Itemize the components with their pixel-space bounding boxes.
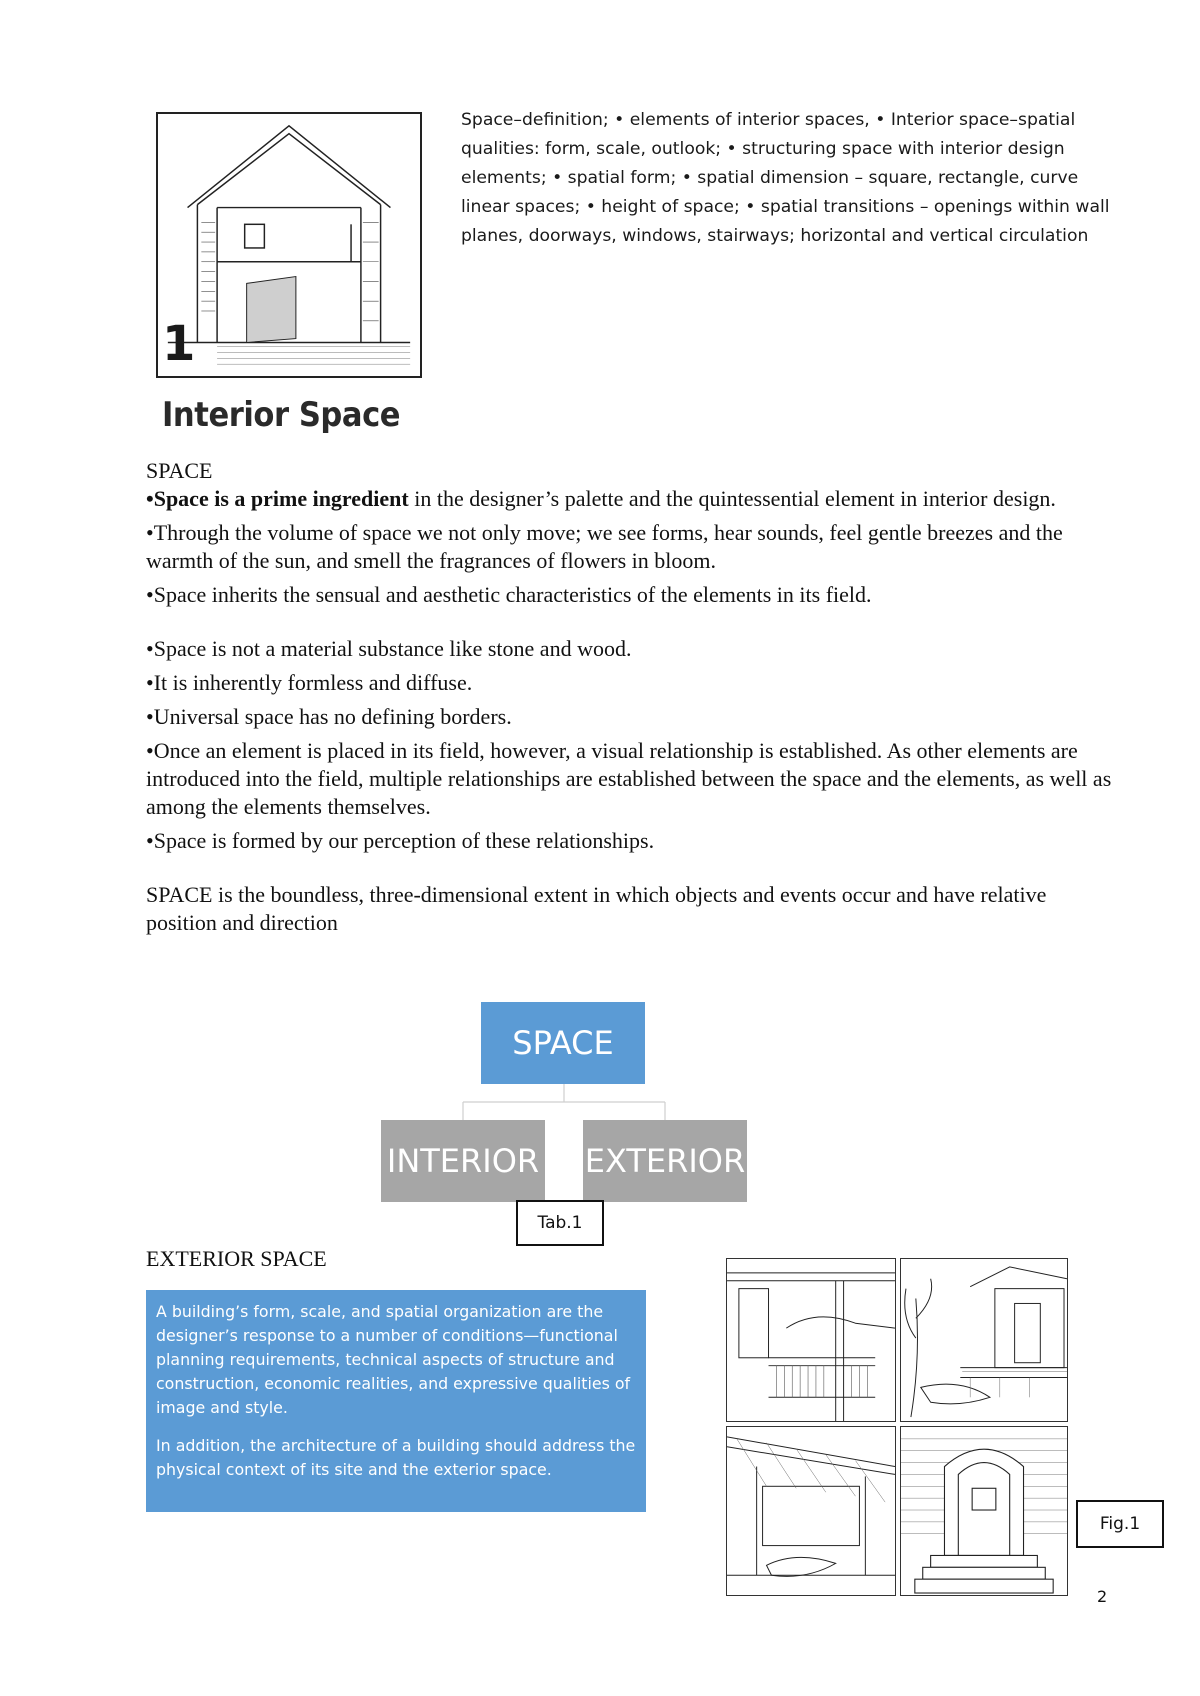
space-bullet-7: •Once an element is placed in its field, however, a visual relationship is established. As other elements are introduced into the field, multiple relationships are established between the space and the elements, as well as among the elements themselves. <box>146 738 1112 819</box>
figure-caption-box: Fig.1 <box>1076 1500 1164 1548</box>
space-bullet-1-bold: •Space is a prime ingredient <box>146 486 409 511</box>
diagram-interior-box: INTERIOR <box>381 1120 545 1202</box>
house-section-drawing <box>158 114 420 376</box>
figure-caption: Interior Space <box>162 395 401 435</box>
space-bullet-1 <box>146 485 1121 513</box>
space-bullet-6: •Universal space has no defining borders. <box>146 704 512 729</box>
exterior-text-box <box>146 1290 646 1512</box>
porch-railing-drawing <box>727 1259 895 1421</box>
house-entry-drawing <box>901 1259 1067 1421</box>
space-heading: SPACE <box>146 458 213 483</box>
covered-patio-drawing <box>727 1427 895 1595</box>
diagram-space-box: SPACE <box>481 1002 645 1084</box>
space-bullet-5: •It is inherently formless and diffuse. <box>146 670 473 695</box>
page-number: 2 <box>1097 1587 1108 1606</box>
diagram-exterior-box: EXTERIOR <box>583 1120 747 1202</box>
diagram-connectors <box>381 1084 747 1120</box>
arched-door-drawing <box>901 1427 1067 1595</box>
figure-number: 1 <box>162 316 196 372</box>
porch-sketch-4 <box>900 1426 1068 1596</box>
porch-sketch-1 <box>726 1258 896 1422</box>
space-bullet-4: •Space is not a material substance like stone and wood. <box>146 636 632 661</box>
interior-space-illustration <box>156 112 422 378</box>
space-bullet-1-rest: in the designer’s palette and the quintessential element in interior design. <box>408 486 1056 511</box>
space-bullet-2: •Through the volume of space we not only move; we see forms, hear sounds, feel gentle breezes and the warmth of the sun, and smell the fragrances of flowers in bloom. <box>146 520 1063 573</box>
porch-sketch-3 <box>726 1426 896 1596</box>
intro-topics-text: Space–definition; • elements of interior spaces, • Interior space–spatial qualities: form, scale, outlook; • structuring space with interior design elements; • spatial form; • spatial dimension – square, rectangle, curve linear spaces; • height of space; • spatial transitions – openings within wall planes, doorways, windows, stairways; horizontal and vertical circulation <box>461 110 1110 246</box>
exterior-heading: EXTERIOR SPACE <box>146 1246 327 1271</box>
space-bullet-3: •Space inherits the sensual and aesthetic characteristics of the elements in its field. <box>146 582 872 607</box>
space-section <box>146 457 1121 937</box>
space-definition: SPACE is the boundless, three-dimensional extent in which objects and events occur and have relative position and direction <box>146 882 1047 935</box>
table-caption: Tab.1 <box>516 1200 604 1246</box>
porch-sketch-2 <box>900 1258 1068 1422</box>
exterior-paragraph-2: In addition, the architecture of a building should address the physical context of its site and the exterior space. <box>156 1436 636 1479</box>
exterior-paragraph-1: A building’s form, scale, and spatial organization are the designer’s response to a number of conditions—functional planning requirements, technical aspects of structure and construction, economic realities, and expressive qualities of image and style. <box>156 1302 631 1417</box>
space-bullet-8: •Space is formed by our perception of these relationships. <box>146 828 655 853</box>
